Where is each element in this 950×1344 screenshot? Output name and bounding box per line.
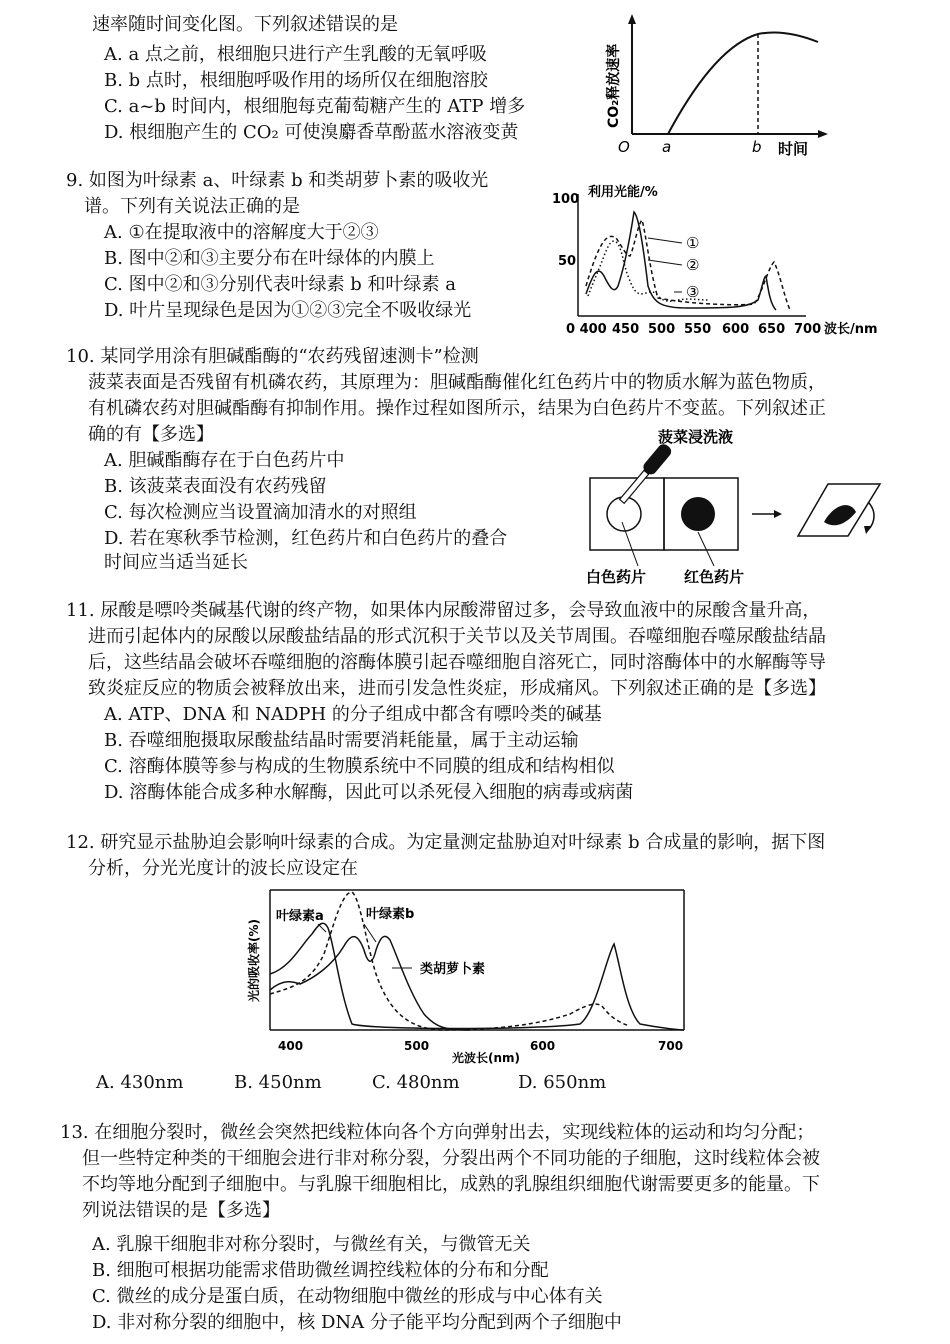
q8-stem-tail: 速率随时间变化图。下列叙述错误的是 xyxy=(92,14,398,35)
q9-curve3-label: ③ xyxy=(686,283,700,301)
q9-tick-500: 500 xyxy=(648,322,676,337)
q8-chart-xlabel: 时间 xyxy=(778,140,809,158)
q11-option-b: B. 吞噬细胞摄取尿酸盐结晶时需要消耗能量，属于主动运输 xyxy=(104,730,579,751)
q11-stem-line3: 后，这些结晶会破坏吞噬细胞的溶酶体膜引起吞噬细胞自溶死亡，同时溶酶体中的水解酶等导 xyxy=(88,652,826,673)
q10-test-card-figure xyxy=(580,426,890,592)
q9-tick-600: 600 xyxy=(722,322,750,337)
q10-option-d: D. 若在寒秋季节检测，红色药片和白色药片的叠合 xyxy=(104,528,508,549)
q8-option-a: A. a 点之前，根细胞只进行产生乳酸的无氧呼吸 xyxy=(104,44,487,65)
q11-option-a: A. ATP、DNA 和 NADPH 的分子组成中都含有嘌呤类的碱基 xyxy=(104,704,602,725)
q13-option-c: C. 微丝的成分是蛋白质，在动物细胞中微丝的形成与中心体有关 xyxy=(92,1286,603,1307)
q13-option-b: B. 细胞可根据功能需求借助微丝调控线粒体的分布和分配 xyxy=(92,1260,549,1281)
q8-option-b: B. b 点时，根细胞呼吸作用的场所仅在细胞溶胶 xyxy=(104,70,488,91)
q9-option-c: C. 图中②和③分别代表叶绿素 b 和叶绿素 a xyxy=(104,274,456,295)
q10-option-b: B. 该菠菜表面没有农药残留 xyxy=(104,476,327,497)
q8-option-d: D. 根细胞产生的 CO₂ 可使溴麝香草酚蓝水溶液变黄 xyxy=(104,122,519,143)
q12-option-b: B. 450nm xyxy=(234,1072,322,1093)
q12-tick-500: 500 xyxy=(404,1039,430,1053)
q13-stem-line3: 不均等地分配到子细胞中。与乳腺干细胞相比，成熟的乳腺组织细胞代谢需要更多的能量。下 xyxy=(82,1174,820,1195)
q10-option-d-cont: 时间应当适当延长 xyxy=(104,552,248,573)
q12-option-c: C. 480nm xyxy=(372,1072,460,1093)
q12-stem-line1: 12. 研究显示盐胁迫会影响叶绿素的合成。为定量测定盐胁迫对叶绿素 b 合成量的影响，据下图 xyxy=(66,832,826,853)
q12-tick-400: 400 xyxy=(278,1039,304,1053)
q9-chart-xlabel: 波长/nm xyxy=(824,322,878,337)
q12-label-chl-b: 叶绿素b xyxy=(366,907,415,922)
q12-tick-600: 600 xyxy=(530,1039,556,1053)
q10-stem-line4: 确的有【多选】 xyxy=(88,424,214,445)
q12-label-chl-a: 叶绿素a xyxy=(276,909,324,924)
q9-chart-y50: 50 xyxy=(558,254,577,269)
q8-co2-chart xyxy=(598,8,838,160)
q13-option-a: A. 乳腺干细胞非对称分裂时，与微丝有关，与微管无关 xyxy=(92,1234,531,1255)
q9-absorption-chart xyxy=(548,176,894,342)
q9-stem-line1: 9. 如图为叶绿素 a、叶绿素 b 和类胡萝卜素的吸收光 xyxy=(66,170,489,191)
q9-option-b: B. 图中②和③主要分布在叶绿体的内膜上 xyxy=(104,248,435,269)
q9-curve1-label: ① xyxy=(686,234,700,252)
q10-option-a: A. 胆碱酯酶存在于白色药片中 xyxy=(104,450,345,471)
q12-stem-line2: 分析，分光光度计的波长应设定在 xyxy=(88,858,358,879)
q13-option-d: D. 非对称分裂的细胞中，核 DNA 分子能平均分配到两个子细胞中 xyxy=(92,1312,622,1333)
q12-chart-xlabel: 光波长(nm) xyxy=(452,1051,521,1065)
q9-option-a: A. ①在提取液中的溶解度大于②③ xyxy=(104,222,379,243)
q8-chart-origin: O xyxy=(618,138,630,156)
q9-tick-550: 550 xyxy=(684,322,712,337)
q10-option-c: C. 每次检测应当设置滴加清水的对照组 xyxy=(104,502,417,523)
q12-absorption-chart xyxy=(240,884,700,1066)
q11-option-c: C. 溶酶体膜等参与构成的生物膜系统中不同膜的组成和结构相似 xyxy=(104,756,615,777)
q12-option-a: A. 430nm xyxy=(96,1072,184,1093)
q9-tick-700: 700 xyxy=(794,322,822,337)
q13-stem-line4: 列说法错误的是【多选】 xyxy=(82,1200,280,1221)
q9-tick-650: 650 xyxy=(758,322,786,337)
q10-stem-line1: 10. 某同学用涂有胆碱酯酶的“农药残留速测卡”检测 xyxy=(66,346,479,367)
q12-tick-700: 700 xyxy=(658,1039,684,1053)
q9-option-d: D. 叶片呈现绿色是因为①②③完全不吸收绿光 xyxy=(104,300,472,321)
q9-tick-450: 450 xyxy=(612,322,640,337)
q11-stem-line4: 致炎症反应的物质会被释放出来，进而引发急性炎症，形成痛风。下列叙述正确的是【多选】 xyxy=(88,678,826,699)
q10-spinach-label: 菠菜浸洗液 xyxy=(658,428,734,446)
q12-option-d: D. 650nm xyxy=(518,1072,607,1093)
q11-option-d: D. 溶酶体能合成多种水解酶，因此可以杀死侵入细胞的病毒或病菌 xyxy=(104,782,634,803)
q9-chart-y100: 100 xyxy=(552,192,580,207)
q9-stem-line2: 谱。下列有关说法正确的是 xyxy=(84,196,300,217)
q10-stem-line2: 菠菜表面是否残留有机磷农药，其原理为：胆碱酯酶催化红色药片中的物质水解为蓝色物质， xyxy=(88,372,826,393)
q10-red-tablet-label: 红色药片 xyxy=(684,568,745,586)
q10-stem-line3: 有机磷农药对胆碱酯酶有抑制作用。操作过程如图所示，结果为白色药片不变蓝。下列叙述正 xyxy=(88,398,826,419)
q10-white-tablet-label: 白色药片 xyxy=(586,568,647,586)
q11-stem-line2: 进而引起体内的尿酸以尿酸盐结晶的形式沉积于关节以及关节周围。吞噬细胞吞噬尿酸盐结晶 xyxy=(88,626,826,647)
q9-tick-400: 0 400 xyxy=(566,322,607,337)
q13-stem-line1: 13. 在细胞分裂时，微丝会突然把线粒体向各个方向弹射出去，实现线粒体的运动和均匀分配； xyxy=(60,1122,815,1143)
q8-chart-a: a xyxy=(662,138,672,156)
q13-stem-line2: 但一些特定种类的干细胞会进行非对称分裂，分裂出两个不同功能的子细胞，这时线粒体会被 xyxy=(82,1148,820,1169)
q11-stem-line1: 11. 尿酸是嘌呤类碱基代谢的终产物，如果体内尿酸滞留过多，会导致血液中的尿酸含量升高， xyxy=(66,600,821,621)
q8-chart-b: b xyxy=(752,138,762,156)
q12-label-carotenoid: 类胡萝卜素 xyxy=(420,962,486,977)
q9-chart-ylabel: 利用光能/% xyxy=(588,185,658,200)
q9-curve2-label: ② xyxy=(686,256,700,274)
q12-chart-ylabel: 光的吸收率(%) xyxy=(247,919,261,1002)
q8-option-c: C. a~b 时间内，根细胞每克葡萄糖产生的 ATP 增多 xyxy=(104,96,526,117)
q8-chart-ylabel: CO₂释放速率 xyxy=(606,43,622,128)
